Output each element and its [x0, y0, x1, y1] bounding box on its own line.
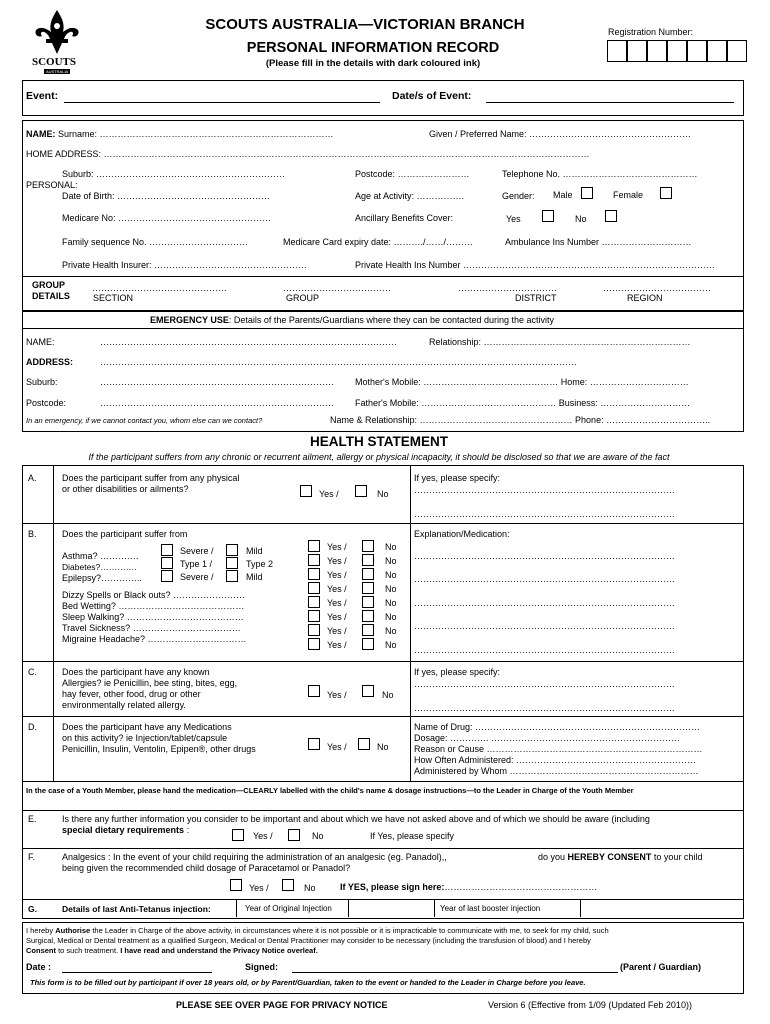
row-f-yes-label: Yes /	[249, 883, 269, 893]
diabetes-type2-checkbox[interactable]	[226, 557, 238, 569]
row-divider	[22, 810, 744, 811]
row-a-specify-label: If yes, please specify:	[414, 473, 501, 483]
district-dots[interactable]: ……………………………	[458, 283, 557, 293]
row-e-yes-label: Yes /	[253, 831, 273, 841]
gender-male-label: Male	[553, 190, 573, 200]
telephone-field[interactable]: Telephone No. ………………………………………	[502, 169, 698, 179]
b-yes-label: Yes /	[327, 542, 347, 552]
home-address-field[interactable]: HOME ADDRESS: ………………………………………………………………………………………………………………………………………………	[26, 149, 590, 159]
emergency-name-field[interactable]: ………………………………………………………………………………………	[100, 337, 397, 347]
row-f-question-2: being given the recommended child dosage of Paracetamol or Panadol?	[62, 863, 351, 873]
authorise-line-2: Surgical, Medical or Dental treatment as a qualified Surgeon, Medical or Dental Practitioner may consider to be necessary (including the transfusion of blood) and I hereby	[26, 936, 591, 945]
parent-guardian-label: (Parent / Guardian)	[620, 962, 702, 972]
row-c-question: Allergies? ie Penicillin, bee sting, bites, egg,	[62, 678, 238, 688]
row-g-label: Details of last Anti-Tetanus injection:	[62, 904, 211, 914]
g-divider	[348, 899, 349, 917]
event-input-line[interactable]	[64, 102, 380, 103]
sleep-walking-label: Sleep Walking? …………………………………	[62, 612, 244, 622]
row-e-question: Is there any further information you consider to be important and about which we have not asked above and of which we should be aware (including	[62, 814, 650, 824]
diabetes-type1-checkbox[interactable]	[161, 557, 173, 569]
asthma-mild-label: Mild	[246, 546, 263, 556]
b-yes-label: Yes /	[327, 626, 347, 636]
row-d-question: on this activity? ie Injection/tablet/capsule	[62, 733, 228, 743]
reg-digit[interactable]	[667, 40, 687, 62]
asthma-label: Asthma? ………….	[62, 551, 139, 561]
row-a-yes-checkbox[interactable]	[300, 485, 312, 497]
row-f-letter: F.	[28, 852, 36, 862]
b-yes-checkbox[interactable]	[308, 540, 320, 552]
row-b-letter: B.	[28, 529, 37, 539]
b-yes-label: Yes /	[327, 584, 347, 594]
booster-injection-field[interactable]: Year of last booster injection	[440, 904, 541, 913]
group-divider	[22, 276, 744, 277]
b-no-checkbox[interactable]	[362, 624, 374, 636]
migraine-label: Migraine Headache? ……………………………	[62, 634, 247, 644]
row-d-yes-checkbox[interactable]	[308, 738, 320, 750]
reg-digit[interactable]	[607, 40, 627, 62]
ancillary-yes-label: Yes	[506, 214, 521, 224]
b-yes-label: Yes /	[327, 640, 347, 650]
medicare-expiry-field[interactable]: Medicare Card expiry date: ………./……/………	[283, 237, 474, 247]
group-dots[interactable]: ………………………………	[283, 283, 391, 293]
group-label: GROUP	[32, 280, 66, 290]
logo-subtext: AUSTRALIA	[46, 69, 69, 74]
privacy-notice: PLEASE SEE OVER PAGE FOR PRIVACY NOTICE	[176, 1000, 388, 1010]
filled-note: This form is to be filled out by participant if over 18 years old, or by Parent/Guardian, taken to the event or handed to the Leader in Charge before you leave.	[30, 978, 586, 987]
b-yes-label: Yes /	[327, 612, 347, 622]
row-b-explanation-line[interactable]: ……………………………………………………………………………	[414, 551, 675, 561]
personal-label: PERSONAL:	[26, 180, 78, 190]
diabetes-type2-label: Type 2	[246, 559, 274, 569]
emergency-relationship-field[interactable]: Relationship: ……………………………………………………………	[429, 337, 691, 347]
drug-name-field[interactable]: Name of Drug: …………………………………………………………………	[414, 722, 701, 732]
reg-digit[interactable]	[647, 40, 667, 62]
org-title: SCOUTS AUSTRALIA—VICTORIAN BRANCH	[205, 16, 525, 33]
b-yes-checkbox[interactable]	[308, 596, 320, 608]
b-yes-label: Yes /	[327, 598, 347, 608]
row-c-no-label: No	[382, 690, 394, 700]
ancillary-no-checkbox[interactable]	[605, 210, 617, 222]
reg-digit[interactable]	[627, 40, 647, 62]
b-no-label: No	[385, 598, 397, 608]
region-caption: REGION	[627, 293, 663, 303]
reg-digit[interactable]	[727, 40, 747, 62]
gender-female-label: Female	[613, 190, 644, 200]
gender-female-checkbox[interactable]	[660, 187, 672, 199]
row-e-letter: E.	[28, 814, 37, 824]
b-no-label: No	[385, 612, 397, 622]
row-e-dietary: special dietary requirements :	[62, 825, 190, 835]
authorise-line-1: I hereby Authorise the Leader in Charge of the above activity, in circumstances where it is not possible or it is impracticable to communicate with me, to seek for my child, such	[26, 926, 609, 935]
alternate-contact-field[interactable]: Name & Relationship: …………………………………………… Phone: ……………………………..	[330, 415, 711, 425]
emergency-suburb-label: Suburb:	[26, 377, 58, 387]
row-a-yes-label: Yes /	[319, 489, 339, 499]
logo-text: SCOUTS	[32, 56, 77, 68]
row-c-yes-label: Yes /	[327, 690, 347, 700]
event-dates-label: Date/s of Event:	[392, 90, 472, 102]
age-field[interactable]: Age at Activity: …………….	[355, 191, 465, 201]
b-no-checkbox[interactable]	[362, 554, 374, 566]
row-d-question: Does the participant have any Medications	[62, 722, 232, 732]
b-no-checkbox[interactable]	[362, 638, 374, 650]
g-divider	[580, 899, 581, 917]
how-often-field[interactable]: How Often Administered: ……………………………………………………	[414, 755, 697, 765]
ancillary-label: Ancillary Benefits Cover:	[355, 213, 454, 223]
row-b-question: Does the participant suffer from	[62, 529, 188, 539]
emergency-suburb-field[interactable]: ……………………………………………………………………	[100, 377, 334, 387]
bed-wetting-label: Bed Wetting? ……………………………………	[62, 601, 245, 611]
date-label: Date :	[26, 962, 52, 972]
health-statement-title: HEALTH STATEMENT	[310, 434, 448, 449]
private-insurer-field[interactable]: Private Health Insurer: ……………………………………………	[62, 260, 308, 270]
g-divider	[236, 899, 237, 917]
signed-label: Signed:	[245, 962, 278, 972]
row-divider	[22, 848, 744, 849]
row-c-no-checkbox[interactable]	[362, 685, 374, 697]
col-divider	[410, 465, 411, 782]
travel-sickness-label: Travel Sickness? ………………………………	[62, 623, 241, 633]
row-f-sign[interactable]: If YES, please sign here:……………………………………………	[340, 882, 598, 892]
youth-medication-note: In the case of a Youth Member, please hand the medication—CLEARLY labelled with the child's name & dosage instructions—to the Leader in Charge of the Youth Member	[26, 786, 634, 795]
diabetes-label: Diabetes?………….	[62, 562, 137, 572]
b-no-label: No	[385, 556, 397, 566]
row-c-letter: C.	[28, 667, 37, 677]
row-f-no-checkbox[interactable]	[282, 879, 294, 891]
event-dates-input-line[interactable]	[486, 102, 734, 103]
name-row	[26, 129, 334, 139]
emergency-address-field[interactable]: ……………………………………………………………………………………………………………………………………………	[100, 357, 577, 367]
alternate-contact-question: In an emergency, if we cannot contact you, whom else can we contact?	[26, 416, 263, 425]
ancillary-yes-checkbox[interactable]	[542, 210, 554, 222]
administered-by-field[interactable]: Administered by Whom ………………………………………………………	[414, 766, 699, 776]
b-yes-checkbox[interactable]	[308, 554, 320, 566]
b-yes-label: Yes /	[327, 556, 347, 566]
family-sequence-field[interactable]: Family sequence No. ……………………………	[62, 237, 249, 247]
b-no-label: No	[385, 626, 397, 636]
emergency-postcode-label: Postcode:	[26, 398, 67, 408]
row-d-letter: D.	[28, 722, 37, 732]
form-instruction: (Please fill in the details with dark coloured ink)	[265, 58, 481, 69]
row-divider	[22, 523, 744, 524]
row-f-yes-checkbox[interactable]	[230, 879, 242, 891]
mothers-mobile-field[interactable]: Mother's Mobile: ……………………………………… Home: ……………………………	[355, 377, 689, 387]
district-caption: DISTRICT	[515, 293, 557, 303]
section-dots[interactable]: ………………………………………	[92, 283, 227, 293]
row-b-explanation-label: Explanation/Medication:	[414, 529, 510, 539]
epilepsy-mild-checkbox[interactable]	[226, 570, 238, 582]
section-caption: SECTION	[93, 293, 134, 303]
original-injection-field[interactable]: Year of Original Injection	[245, 904, 332, 913]
registration-label: Registration Number:	[608, 27, 694, 37]
b-yes-checkbox[interactable]	[308, 624, 320, 636]
row-e-ifyes-label: If Yes, please specify	[370, 831, 455, 841]
epilepsy-severe-label: Severe /	[180, 572, 214, 582]
row-divider	[22, 716, 744, 717]
postcode-field[interactable]: Postcode: ……………………	[355, 169, 470, 179]
b-yes-checkbox[interactable]	[308, 610, 320, 622]
row-a-question-2: or other disabilities or ailments?	[62, 484, 189, 494]
b-no-checkbox[interactable]	[362, 568, 374, 580]
g-divider	[434, 899, 435, 917]
diabetes-type1-label: Type 1 /	[180, 559, 213, 569]
epilepsy-mild-label: Mild	[246, 572, 263, 582]
b-no-label: No	[385, 570, 397, 580]
row-g-letter: G.	[28, 904, 37, 914]
b-yes-checkbox[interactable]	[308, 638, 320, 650]
b-no-checkbox[interactable]	[362, 610, 374, 622]
given-name-field[interactable]: Given / Preferred Name: ………………………………………………	[429, 129, 692, 139]
event-label: Event:	[26, 90, 59, 102]
row-divider	[22, 899, 744, 900]
event-box	[22, 80, 744, 116]
b-yes-checkbox[interactable]	[308, 568, 320, 580]
b-no-label: No	[385, 542, 397, 552]
emergency-name-label: NAME:	[26, 337, 55, 347]
row-e-yes-checkbox[interactable]	[232, 829, 244, 841]
reg-digit[interactable]	[707, 40, 727, 62]
row-a-question-1: Does the participant suffer from any physical	[62, 473, 240, 483]
dosage-field[interactable]: Dosage: …………. ………………………………………………………	[414, 733, 681, 743]
b-no-checkbox[interactable]	[362, 596, 374, 608]
emergency-address-label: ADDRESS:	[26, 357, 74, 367]
row-c-question: Does the participant have any known	[62, 667, 210, 677]
row-f-question: Analgesics : In the event of your child requiring the administration of an analgesic (eg. Panadol),,	[62, 852, 447, 862]
dizzy-label: Dizzy Spells or Black outs? ……………………	[62, 590, 246, 600]
row-c-specify-label: If yes, please specify:	[414, 667, 501, 677]
version-label: Version 6 (Effective from 1/09 (Updated Feb 2010))	[488, 1000, 692, 1010]
b-no-checkbox[interactable]	[362, 582, 374, 594]
fathers-mobile-field[interactable]: Father's Mobile: ……………………………………… Business: …………………………	[355, 398, 691, 408]
row-divider	[22, 781, 744, 782]
row-d-no-label: No	[377, 742, 389, 752]
name-label: NAME:	[26, 129, 56, 139]
gender-male-checkbox[interactable]	[581, 187, 593, 199]
row-c-yes-checkbox[interactable]	[308, 685, 320, 697]
row-c-question: environmentally related allergy.	[62, 700, 186, 710]
row-d-yes-label: Yes /	[327, 742, 347, 752]
row-e-no-label: No	[312, 831, 324, 841]
row-e-no-checkbox[interactable]	[288, 829, 300, 841]
epilepsy-severe-checkbox[interactable]	[161, 570, 173, 582]
emergency-postcode-field[interactable]: ……………………………………………………………………	[100, 398, 334, 408]
gender-label: Gender:	[502, 191, 535, 201]
epilepsy-label: Epilepsy?…………..	[62, 573, 143, 583]
row-divider	[22, 661, 744, 662]
row-c-specify-line[interactable]: ……………………………………………………………………………	[414, 703, 675, 713]
asthma-mild-checkbox[interactable]	[226, 544, 238, 556]
row-b-explanation-line[interactable]: ……………………………………………………………………………	[414, 645, 675, 655]
reg-digit[interactable]	[687, 40, 707, 62]
medicare-field[interactable]: Medicare No: ……………………………………………	[62, 213, 272, 223]
ambulance-field[interactable]: Ambulance Ins Number …………………………	[505, 237, 692, 247]
row-f-consent: do you HEREBY CONSENT to your child	[538, 852, 703, 862]
private-number-field[interactable]: Private Health Ins Number …………………………………………………………………………	[355, 260, 716, 270]
emergency-heading: EMERGENCY USE: Details of the Parents/Guardians where they can be contacted during the activity	[150, 315, 555, 325]
b-no-label: No	[385, 584, 397, 594]
row-a-letter: A.	[28, 473, 37, 483]
suburb-field[interactable]: Suburb: ………………………………………………………	[62, 169, 286, 179]
dob-field[interactable]: Date of Birth: ……………………………………………	[62, 191, 271, 201]
region-dots[interactable]: ………………………………	[603, 283, 711, 293]
row-c-question: hay fever, other food, drug or other	[62, 689, 201, 699]
b-no-checkbox[interactable]	[362, 540, 374, 552]
col-divider	[53, 465, 54, 782]
b-yes-checkbox[interactable]	[308, 582, 320, 594]
group-caption: GROUP	[286, 293, 320, 303]
surname-field[interactable]: Surname: ……………………………………………………………………	[58, 129, 334, 139]
asthma-severe-label: Severe /	[180, 546, 214, 556]
details-label: DETAILS	[32, 291, 70, 301]
reason-field[interactable]: Reason or Cause ………………………………………………………………	[414, 744, 703, 754]
row-a-no-label: No	[377, 489, 389, 499]
row-a-specify-line[interactable]: ……………………………………………………………………………	[414, 509, 675, 519]
row-d-no-checkbox[interactable]	[358, 738, 370, 750]
row-d-question: Penicillin, Insulin, Ventolin, Epipen®, other drugs	[62, 744, 256, 754]
row-a-specify-line[interactable]: ……………………………………………………………………………	[414, 485, 675, 495]
health-statement-subtitle: If the participant suffers from any chronic or recurrent ailment, allergy or physical incapacity, it should be disclosed so that we are aware of the fact	[88, 452, 670, 462]
asthma-severe-checkbox[interactable]	[161, 544, 173, 556]
form-title: PERSONAL INFORMATION RECORD	[246, 40, 500, 56]
ancillary-no-label: No	[575, 214, 587, 224]
b-yes-label: Yes /	[327, 570, 347, 580]
signature-input-line[interactable]	[292, 972, 618, 973]
emergency-divider	[22, 328, 744, 329]
row-f-no-label: No	[304, 883, 316, 893]
row-a-no-checkbox[interactable]	[355, 485, 367, 497]
row-b-explanation-line[interactable]: ……………………………………………………………………………	[414, 621, 675, 631]
row-c-specify-line[interactable]: ……………………………………………………………………………	[414, 679, 675, 689]
b-no-label: No	[385, 640, 397, 650]
authorise-line-3: Consent to such treatment. I have read and understand the Privacy Notice overleaf.	[26, 946, 318, 955]
row-b-explanation-line[interactable]: ……………………………………………………………………………	[414, 574, 675, 584]
date-input-line[interactable]	[62, 972, 212, 973]
row-b-explanation-line[interactable]: ……………………………………………………………………………	[414, 598, 675, 608]
